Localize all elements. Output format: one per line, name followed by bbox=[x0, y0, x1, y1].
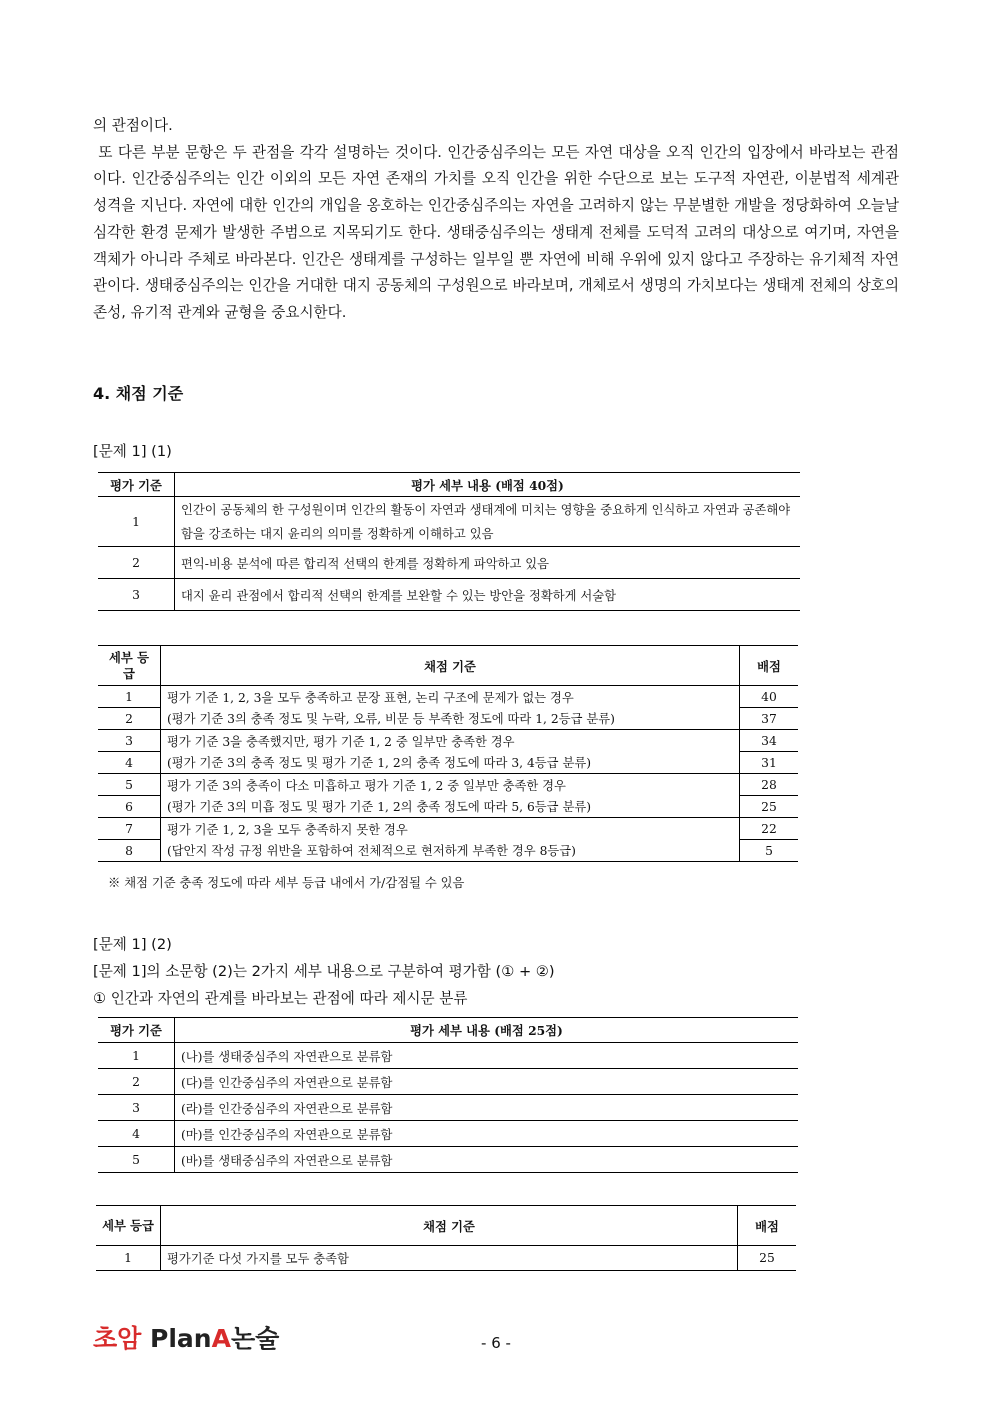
table-row bbox=[96, 1246, 796, 1271]
row-grade: 6 bbox=[98, 796, 161, 818]
row-score: 25 bbox=[738, 1246, 797, 1271]
row-index: 3 bbox=[98, 1095, 175, 1121]
row-text: (평가 기준 3의 충족 정도 및 평가 기준 1, 2의 충족 정도에 따라 3, 4등급 분류) bbox=[161, 752, 740, 774]
header-grade: 세부 등급 bbox=[96, 1206, 161, 1246]
page-number: - 6 - bbox=[481, 1334, 511, 1352]
row-grade: 4 bbox=[98, 752, 161, 774]
row-text: 대지 윤리 관점에서 합리적 선택의 한계를 보완할 수 있는 방안을 정확하게 서술함 bbox=[175, 579, 801, 611]
row-index: 5 bbox=[98, 1147, 175, 1173]
row-text: (평가 기준 3의 충족 정도 및 누락, 오류, 비문 등 부족한 정도에 따라 1, 2등급 분류) bbox=[161, 708, 740, 730]
row-grade: 5 bbox=[98, 774, 161, 796]
row-grade: 2 bbox=[98, 708, 161, 730]
table-row bbox=[98, 774, 798, 796]
row-text: 인간이 공동체의 한 구성원이며 인간의 활동이 자연과 생태계에 미치는 영향을 중요하게 인식하고 자연과 공존해야 함을 강조하는 대지 윤리의 의미를 정확하게 이해하고 있음 bbox=[175, 497, 801, 547]
intro-text bbox=[93, 113, 904, 327]
table-row bbox=[98, 1121, 798, 1147]
row-text: 평가기준 다섯 가지를 모두 충족함 bbox=[161, 1246, 738, 1271]
table-header-row bbox=[96, 1206, 796, 1246]
header-criteria: 평가 기준 bbox=[98, 473, 175, 497]
row-grade: 1 bbox=[98, 686, 161, 708]
criteria-table-1 bbox=[98, 472, 800, 611]
table-header-row bbox=[98, 1018, 798, 1043]
table-row bbox=[98, 547, 800, 579]
header-standard: 채점 기준 bbox=[161, 1206, 738, 1246]
row-text: (다)를 인간중심주의 자연관으로 분류함 bbox=[175, 1069, 799, 1095]
table-row bbox=[98, 1043, 798, 1069]
row-text: (답안지 작성 규정 위반을 포함하여 전체적으로 현저하게 부족한 경우 8등급) bbox=[161, 840, 740, 862]
table-header-row bbox=[98, 473, 800, 497]
row-score: 25 bbox=[740, 796, 799, 818]
table-row bbox=[98, 752, 798, 774]
row-text: 평가 기준 1, 2, 3을 모두 충족하지 못한 경우 bbox=[167, 822, 408, 837]
row-index: 3 bbox=[98, 579, 175, 611]
table-row bbox=[98, 708, 798, 730]
header-details: 평가 세부 내용 (배점 25점) bbox=[175, 1018, 799, 1043]
header-grade: 세부 등급 bbox=[98, 646, 161, 686]
q1-1-label: [문제 1] (1) bbox=[93, 443, 172, 460]
row-text: 평가 기준 1, 2, 3을 모두 충족하고 문장 표현, 논리 구조에 문제가 없는 경우 bbox=[167, 690, 574, 705]
row-text: (바)를 생태중심주의 자연관으로 분류함 bbox=[175, 1147, 799, 1173]
row-index: 2 bbox=[98, 1069, 175, 1095]
header-score: 배점 bbox=[740, 646, 799, 686]
row-grade: 1 bbox=[96, 1246, 161, 1271]
row-score: 37 bbox=[740, 708, 799, 730]
table-row bbox=[98, 579, 800, 611]
q1-2-description: [문제 1]의 소문항 (2)는 2가지 세부 내용으로 구분하여 평가함 (① + ②) bbox=[93, 963, 555, 980]
logo-a: A bbox=[211, 1324, 231, 1353]
intro-paragraph-1: 의 관점이다. bbox=[93, 117, 173, 134]
table-row bbox=[98, 1069, 798, 1095]
section-heading: 4. 채점 기준 bbox=[93, 384, 184, 403]
criteria-table-2 bbox=[98, 1017, 798, 1173]
table-row bbox=[98, 1147, 798, 1173]
q1-2-label: [문제 1] (2) bbox=[93, 936, 172, 953]
header-standard: 채점 기준 bbox=[161, 646, 740, 686]
table-row bbox=[98, 818, 798, 840]
row-grade: 8 bbox=[98, 840, 161, 862]
row-score: 22 bbox=[740, 818, 799, 840]
row-grade: 3 bbox=[98, 730, 161, 752]
row-index: 1 bbox=[98, 1043, 175, 1069]
grading-note: ※ 채점 기준 충족 정도에 따라 세부 등급 내에서 가/감점될 수 있음 bbox=[108, 876, 465, 890]
table-row bbox=[98, 686, 798, 708]
row-text: (라)를 인간중심주의 자연관으로 분류함 bbox=[175, 1095, 799, 1121]
row-index: 1 bbox=[98, 497, 175, 547]
header-score: 배점 bbox=[738, 1206, 797, 1246]
logo-korean-2: 논술 bbox=[230, 1324, 280, 1353]
row-score: 5 bbox=[740, 840, 799, 862]
intro-paragraph-2: 또 다른 부분 문항은 두 관점을 각각 설명하는 것이다. 인간중심주의는 모든 자연 대상을 오직 인간의 입장에서 바라보는 관점이다. 인간중심주의는 인간 이외의 모든 자연 존재의 가치를 오직 인간을 위한 수단으로 보는 도구적 자연관, 이분법적 세계관 성격을 지닌다. 자연에 대한 인간의 개입을 옹호하는 인간중심주의는 자연을 고려하지 않는 무분별한 개발을 정당화하여 오늘날 심각한 환경 문제가 발생한 주범으로 지목되기도 한다. 생태중심주의는 생태계 전체를 도덕적 고려의 대상으로 여기며, 자연을 객체가 아니라 주체로 바라본다. 인간은 생태계를 구성하는 일부일 뿐 자연에 비해 우위에 있지 않다고 주장하는 유기체적 자연관이다. 생태중심주의는 인간을 거대한 대지 공동체의 구성원으로 바라보며, 개체로서 생명의 가치보다는 생태계 전체의 상호의존성, 유기적 관계와 균형을 중요시한다. bbox=[93, 143, 904, 321]
logo-korean-1: 초암 bbox=[93, 1324, 142, 1353]
row-text: (나)를 생태중심주의 자연관으로 분류함 bbox=[175, 1043, 799, 1069]
row-index: 4 bbox=[98, 1121, 175, 1147]
row-score: 28 bbox=[740, 774, 799, 796]
table-row bbox=[98, 1095, 798, 1121]
row-text: 편익-비용 분석에 따른 합리적 선택의 한계를 정확하게 파악하고 있음 bbox=[175, 547, 801, 579]
q1-2-subitem: ① 인간과 자연의 관계를 바라보는 관점에 따라 제시문 분류 bbox=[93, 990, 468, 1007]
row-score: 31 bbox=[740, 752, 799, 774]
row-grade: 7 bbox=[98, 818, 161, 840]
grading-table-1 bbox=[98, 645, 798, 862]
row-text: (평가 기준 3의 미흡 정도 및 평가 기준 1, 2의 충족 정도에 따라 5, 6등급 분류) bbox=[161, 796, 740, 818]
header-details: 평가 세부 내용 (배점 40점) bbox=[175, 473, 801, 497]
table-row bbox=[98, 840, 798, 862]
row-text: 평가 기준 3을 충족했지만, 평가 기준 1, 2 중 일부만 충족한 경우 bbox=[167, 734, 515, 749]
table-row bbox=[98, 730, 798, 752]
header-criteria: 평가 기준 bbox=[98, 1018, 175, 1043]
table-row bbox=[98, 796, 798, 818]
table-row bbox=[98, 497, 800, 547]
row-text: 평가 기준 3의 충족이 다소 미흡하고 평가 기준 1, 2 중 일부만 충족한 경우 bbox=[167, 778, 566, 793]
logo-plan: Plan bbox=[150, 1324, 212, 1353]
table-header-row bbox=[98, 646, 798, 686]
row-index: 2 bbox=[98, 547, 175, 579]
row-score: 40 bbox=[740, 686, 799, 708]
row-text: (마)를 인간중심주의 자연관으로 분류함 bbox=[175, 1121, 799, 1147]
row-score: 34 bbox=[740, 730, 799, 752]
grading-table-2 bbox=[96, 1205, 796, 1271]
